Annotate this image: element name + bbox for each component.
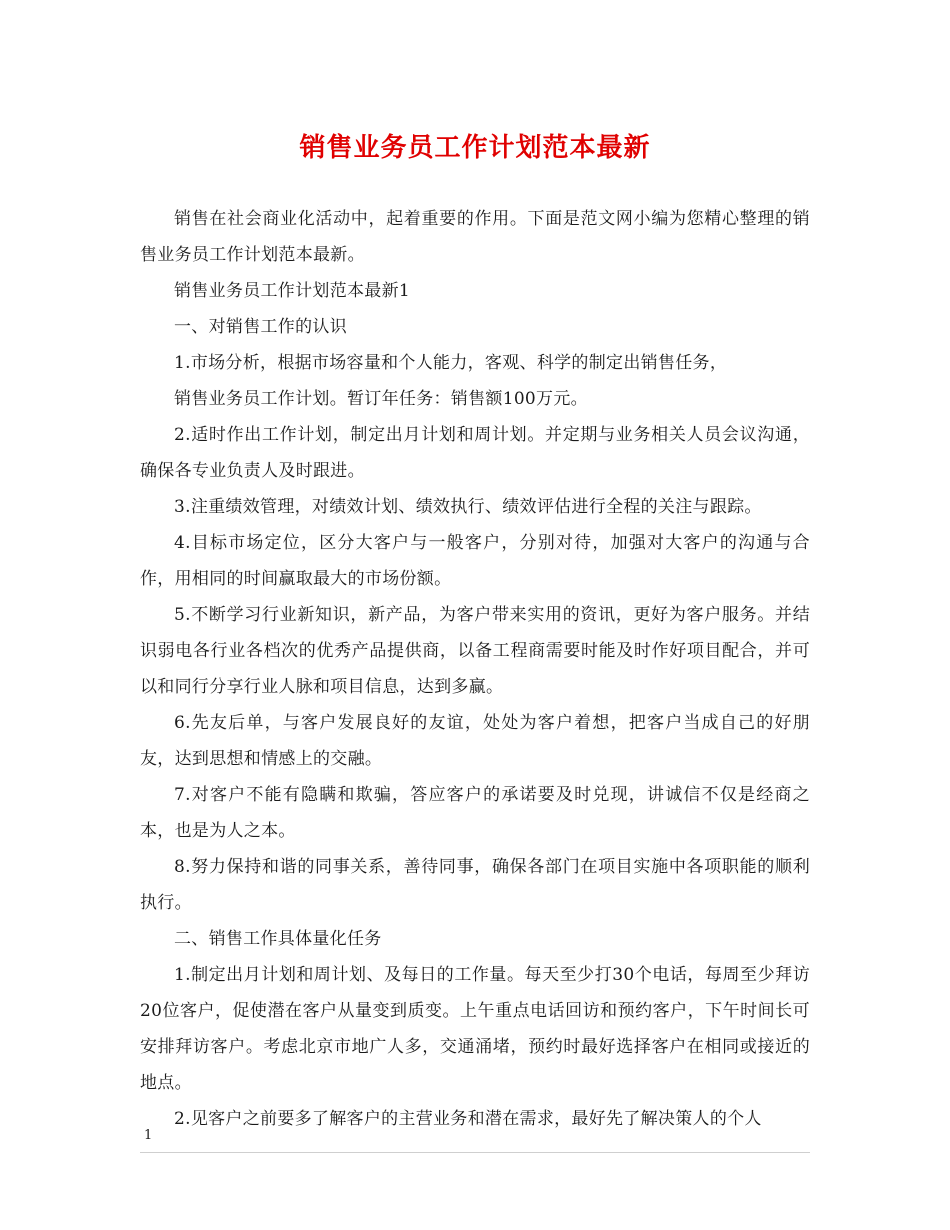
paragraph-item: 1.市场分析，根据市场容量和个人能力，客观、科学的制定出销售任务， [174, 353, 728, 373]
paragraph-item: 7.对客户不能有隐瞒和欺骗，答应客户的承诺要及时兑现，讲诚信不仅是经商之本，也是为人之本。 [140, 785, 810, 841]
document-title: 销售业务员工作计划范本最新 [299, 133, 651, 163]
paragraph-item: 1.制定出月计划和周计划、及每日的工作量。每天至少打30个电话，每周至少拜访20位客户，促使潜在客户从量变到质变。上午重点电话回访和预约客户，下午时间长可安排拜访客户。考虑北京市地广人多，交通涌堵，预约时最好选择客户在相同或接近的地点。 [140, 965, 810, 1093]
paragraph-heading-1: 一、对销售工作的认识 [174, 317, 347, 337]
paragraph-item: 3.注重绩效管理，对绩效计划、绩效执行、绩效评估进行全程的关注与跟踪。 [174, 497, 762, 517]
paragraph-item: 5.不断学习行业新知识，新产品，为客户带来实用的资讯，更好为客户服务。并结识弱电各行业各档次的优秀产品提供商，以备工程商需要时能及时作好项目配合，并可以和同行分享行业人脉和项目信息，达到多赢。 [140, 605, 810, 697]
paragraph-item: 4.目标市场定位，区分大客户与一般客户，分别对待，加强对大客户的沟通与合作，用相同的时间赢取最大的市场份额。 [140, 533, 810, 589]
footer-divider [140, 1152, 810, 1153]
paragraph-item: 8.努力保持和谐的同事关系，善待同事，确保各部门在项目实施中各项职能的顺利执行。 [140, 857, 810, 913]
paragraph-heading-2: 二、销售工作具体量化任务 [174, 929, 382, 949]
paragraph-item: 销售业务员工作计划。暂订年任务：销售额100万元。 [174, 389, 588, 409]
paragraph-item: 2.适时作出工作计划，制定出月计划和周计划。并定期与业务相关人员会议沟通，确保各专业负责人及时跟进。 [140, 425, 810, 481]
page-number: 1 [144, 1128, 153, 1143]
paragraph-intro: 销售在社会商业化活动中，起着重要的作用。下面是范文网小编为您精心整理的销售业务员工作计划范本最新。 [140, 209, 810, 265]
paragraph-section-heading: 销售业务员工作计划范本最新1 [174, 281, 411, 301]
paragraph-item: 2.见客户之前要多了解客户的主营业务和潜在需求，最好先了解决策人的个人 [174, 1109, 762, 1129]
document-body [140, 201, 810, 1137]
paragraph-item: 6.先友后单，与客户发展良好的友谊，处处为客户着想，把客户当成自己的好朋友，达到思想和情感上的交融。 [140, 713, 810, 769]
